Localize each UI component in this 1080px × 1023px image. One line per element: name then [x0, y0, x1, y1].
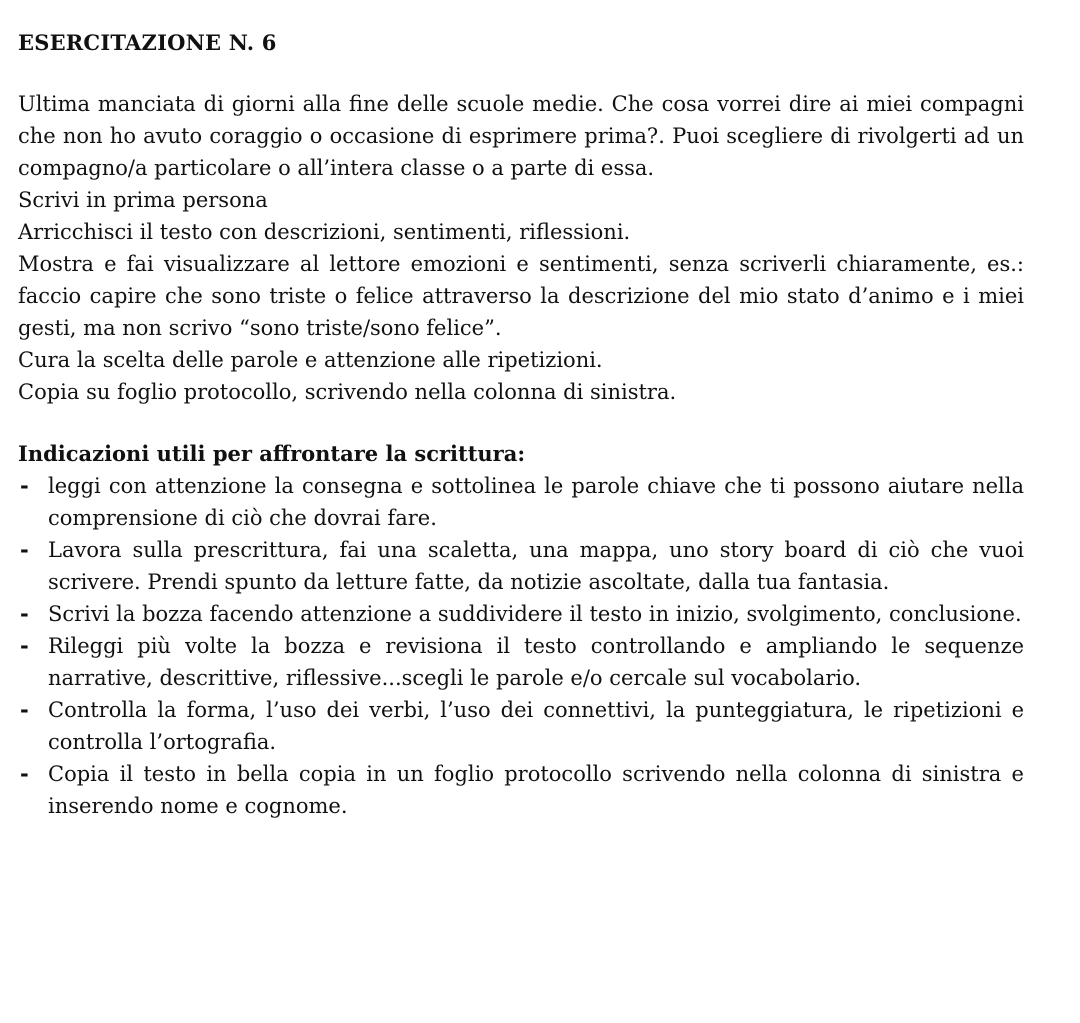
- instruction-first-person: Scrivi in prima persona: [18, 188, 268, 212]
- instruction-word-choice: Cura la scelta delle parole e attenzione alle ripetizioni.: [18, 348, 603, 372]
- instruction-paragraph-intro: Ultima manciata di giorni alla fine delle scuole medie. Che cosa vorrei dire ai miei compagni che non ho avuto coraggio o occasione di esprimere prima?. Puoi scegliere di rivolgerti ad un compagno/a particolare o all’intera classe o a parte di essa.: [18, 92, 1024, 180]
- hint-text: Rileggi più volte la bozza e revisiona il testo controllando e ampliando le sequenze narrative, descrittive, riflessive...scegli le parole e/o cercale sul vocabolario.: [48, 634, 1024, 690]
- instruction-enrich-text: Arricchisci il testo con descrizioni, sentimenti, riflessioni.: [18, 220, 631, 244]
- instructions-block: [18, 88, 1024, 408]
- bullet-dash-icon: -: [20, 698, 29, 722]
- bullet-dash-icon: -: [20, 538, 29, 562]
- list-item: [18, 630, 1024, 694]
- bullet-dash-icon: -: [20, 474, 29, 498]
- hint-text: Copia il testo in bella copia in un foglio protocollo scrivendo nella colonna di sinistra e inserendo nome e cognome.: [48, 762, 1024, 818]
- bullet-dash-icon: -: [20, 634, 29, 658]
- list-item: [18, 694, 1024, 758]
- list-item: [18, 598, 1024, 630]
- list-item: [18, 470, 1024, 534]
- list-item: [18, 534, 1024, 598]
- list-item: [18, 758, 1024, 822]
- hint-text: Controlla la forma, l’uso dei verbi, l’uso dei connettivi, la punteggiatura, le ripetizioni e controlla l’ortografia.: [48, 698, 1024, 754]
- page-title: ESERCITAZIONE N. 6: [18, 30, 277, 55]
- hint-text: Scrivi la bozza facendo attenzione a suddividere il testo in inizio, svolgimento, conclusione.: [48, 602, 1022, 626]
- hint-text: Lavora sulla prescrittura, fai una scaletta, una mappa, uno story board di ciò che vuoi scrivere. Prendi spunto da letture fatte, da notizie ascoltate, dalla tua fantasia.: [48, 538, 1024, 594]
- hints-heading: Indicazioni utili per affrontare la scrittura:: [18, 441, 526, 466]
- hint-text: leggi con attenzione la consegna e sottolinea le parole chiave che ti possono aiutare nella comprensione di ciò che dovrai fare.: [48, 474, 1024, 530]
- bullet-dash-icon: -: [20, 602, 29, 626]
- hints-list: [18, 470, 1024, 822]
- bullet-dash-icon: -: [20, 762, 29, 786]
- instruction-show-emotions: Mostra e fai visualizzare al lettore emozioni e sentimenti, senza scriverli chiaramente, es.: faccio capire che sono triste o felice attraverso la descrizione del mio stato d’animo e i miei gesti, ma non scrivo “sono triste/sono felice”.: [18, 252, 1024, 340]
- document-page: [18, 28, 1024, 822]
- instruction-copy-sheet: Copia su foglio protocollo, scrivendo nella colonna di sinistra.: [18, 380, 677, 404]
